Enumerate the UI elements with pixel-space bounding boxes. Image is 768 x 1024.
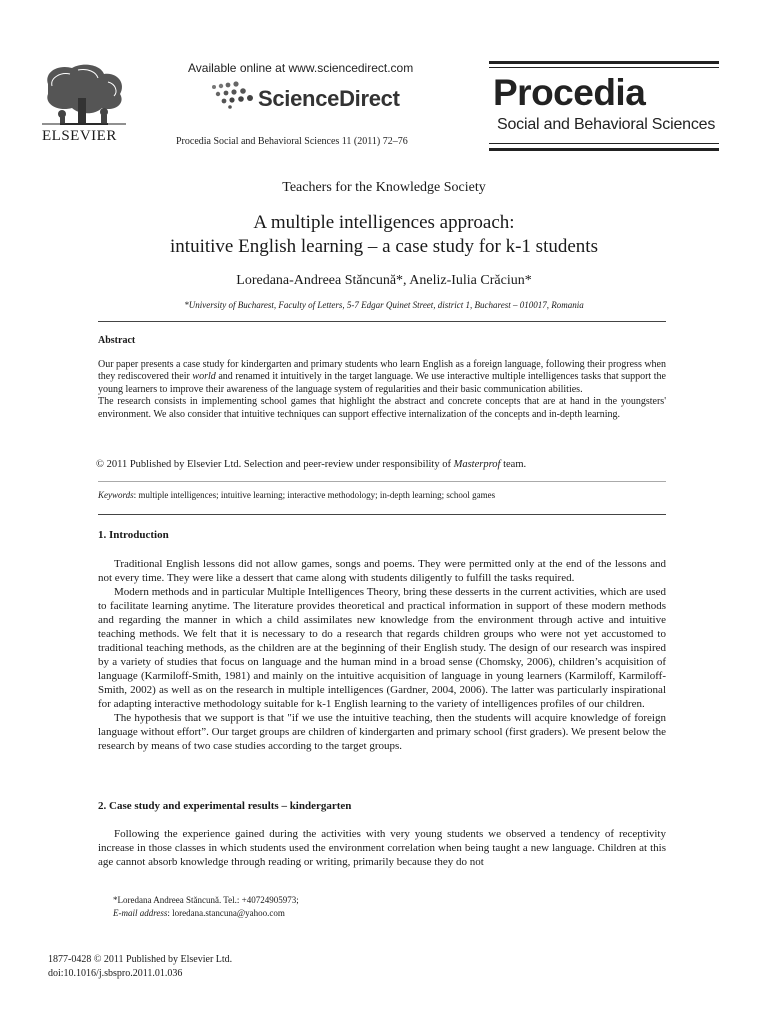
introduction-body	[98, 557, 666, 753]
footnote-contact: *Loredana Andreea Stăncună. Tel.: +40724905973;	[113, 895, 299, 905]
keywords-line: Keywords: multiple intelligences; intuitive learning; interactive methodology; in-depth learning; school games	[98, 490, 496, 500]
author-affiliation: *University of Bucharest, Faculty of Letters, 5-7 Edgar Quinet Street, district 1, Bucharest – 010017, Romania	[184, 300, 584, 310]
copyright-notice: © 2011 Published by Elsevier Ltd. Selection and peer-review under responsibility of Masterprof team.	[96, 459, 527, 470]
abstract-heading: Abstract	[98, 335, 136, 346]
keywords-divider	[98, 481, 666, 482]
paper-title-line2: intuitive English learning – a case study for k-1 students	[170, 236, 598, 257]
case-study-paragraph-1: Following the experience gained during the activities with very young students we observed a tendency of receptivity increase in those classes in which students used the environment correlation when being taught a new language. Children at this age cannot absorb knowledge through reading or writing, primarily because they do not	[98, 828, 666, 868]
issn-line: 1877-0428 © 2011 Published by Elsevier Ltd.	[48, 954, 233, 965]
procedia-rule-top-thin	[489, 67, 719, 68]
abstract-bottom-divider	[98, 514, 666, 515]
procedia-subtitle: Social and Behavioral Sciences	[497, 116, 716, 133]
abstract-paragraph-1: Our paper presents a case study for kindergarten and primary students who learn English as a foreign language, following their progress when they rediscovered their world and renamed it intuitively in the target language. We use interactive multiple intelligences tasks that support the young learners to improve their awareness of the language system of regularities and their basic communication abilities.	[98, 359, 666, 395]
conference-name: Teachers for the Knowledge Society	[282, 180, 486, 195]
procedia-logo-text: Procedia	[493, 72, 646, 113]
intro-paragraph-2: Modern methods and in particular Multiple Intelligences Theory, bring these desserts in the current activities, which are used to facilitate learning anytime. The literature provides theoretical and practical information in support of these modern methods and regarding the manner in which a child assimilates new knowledge from the environment through active and intuitive teaching methods. We felt that it is necessary to do a research that regards children groups who were not yet accustomed to traditional teaching methods, as the children are at the beginning of their English study. The design of our research was inspired by a variety of studies that focus on language and the human mind in a broad sense (Chomsky, 2006), children’s acquisition of language (Karmiloff-Smith, 1981) and mainly on the intuitive acquisition of language in young learners (Karmiloff, Karmiloff-Smith, 2002) as well as on the research in multiple intelligences (Gardner, 2004, 2006). The latter was particularly inspirational for adapting interactive methodology suitable for k-1 English learning to the variety of intelligences profiles of our children.	[98, 586, 666, 710]
section-heading-introduction: 1. Introduction	[98, 529, 169, 541]
abstract-top-divider	[98, 321, 666, 322]
sciencedirect-dots-icon	[210, 81, 256, 109]
doi-link[interactable]: doi:10.1016/j.sbspro.2011.01.036	[48, 968, 183, 979]
procedia-rule-bottom-thin	[489, 143, 719, 144]
available-online-text[interactable]: Available online at www.sciencedirect.com	[188, 61, 414, 75]
author-list: Loredana-Andreea Stăncună*, Aneliz-Iulia Crăciun*	[236, 273, 532, 288]
section-heading-case-study: 2. Case study and experimental results – kindergarten	[98, 800, 352, 812]
publisher-name: ELSEVIER	[42, 128, 117, 144]
procedia-rule-top	[489, 61, 719, 64]
procedia-rule-bottom	[489, 148, 719, 151]
paper-title-line1: A multiple intelligences approach:	[253, 212, 515, 233]
sciencedirect-logo-text: ScienceDirect	[258, 86, 400, 111]
intro-paragraph-1: Traditional English lessons did not allow games, songs and poems. They were permitted only at the end of the lessons and not every time. They were like a dessert that came along with students diligently to fulfill the tasks required.	[98, 558, 666, 584]
abstract-body	[98, 359, 666, 421]
footnote-email: E-mail address: loredana.stancuna@yahoo.com	[113, 908, 285, 918]
case-study-body	[98, 827, 666, 869]
journal-citation: Procedia Social and Behavioral Sciences 11 (2011) 72–76	[176, 136, 408, 147]
abstract-paragraph-2: The research consists in implementing school games that highlight the abstract and concrete concepts that are at hand in the youngsters' environment. We also consider that intuitive techniques can support effective internalization of the concepts and in-depth learning.	[98, 396, 666, 420]
intro-paragraph-3: The hypothesis that we support is that "if we use the intuitive teaching, then the students will acquire knowledge of foreign language without effort”. Our target groups are children of kindergarten and primary school (first graders). We present below the research by means of two case studies according to the target groups.	[98, 712, 666, 752]
